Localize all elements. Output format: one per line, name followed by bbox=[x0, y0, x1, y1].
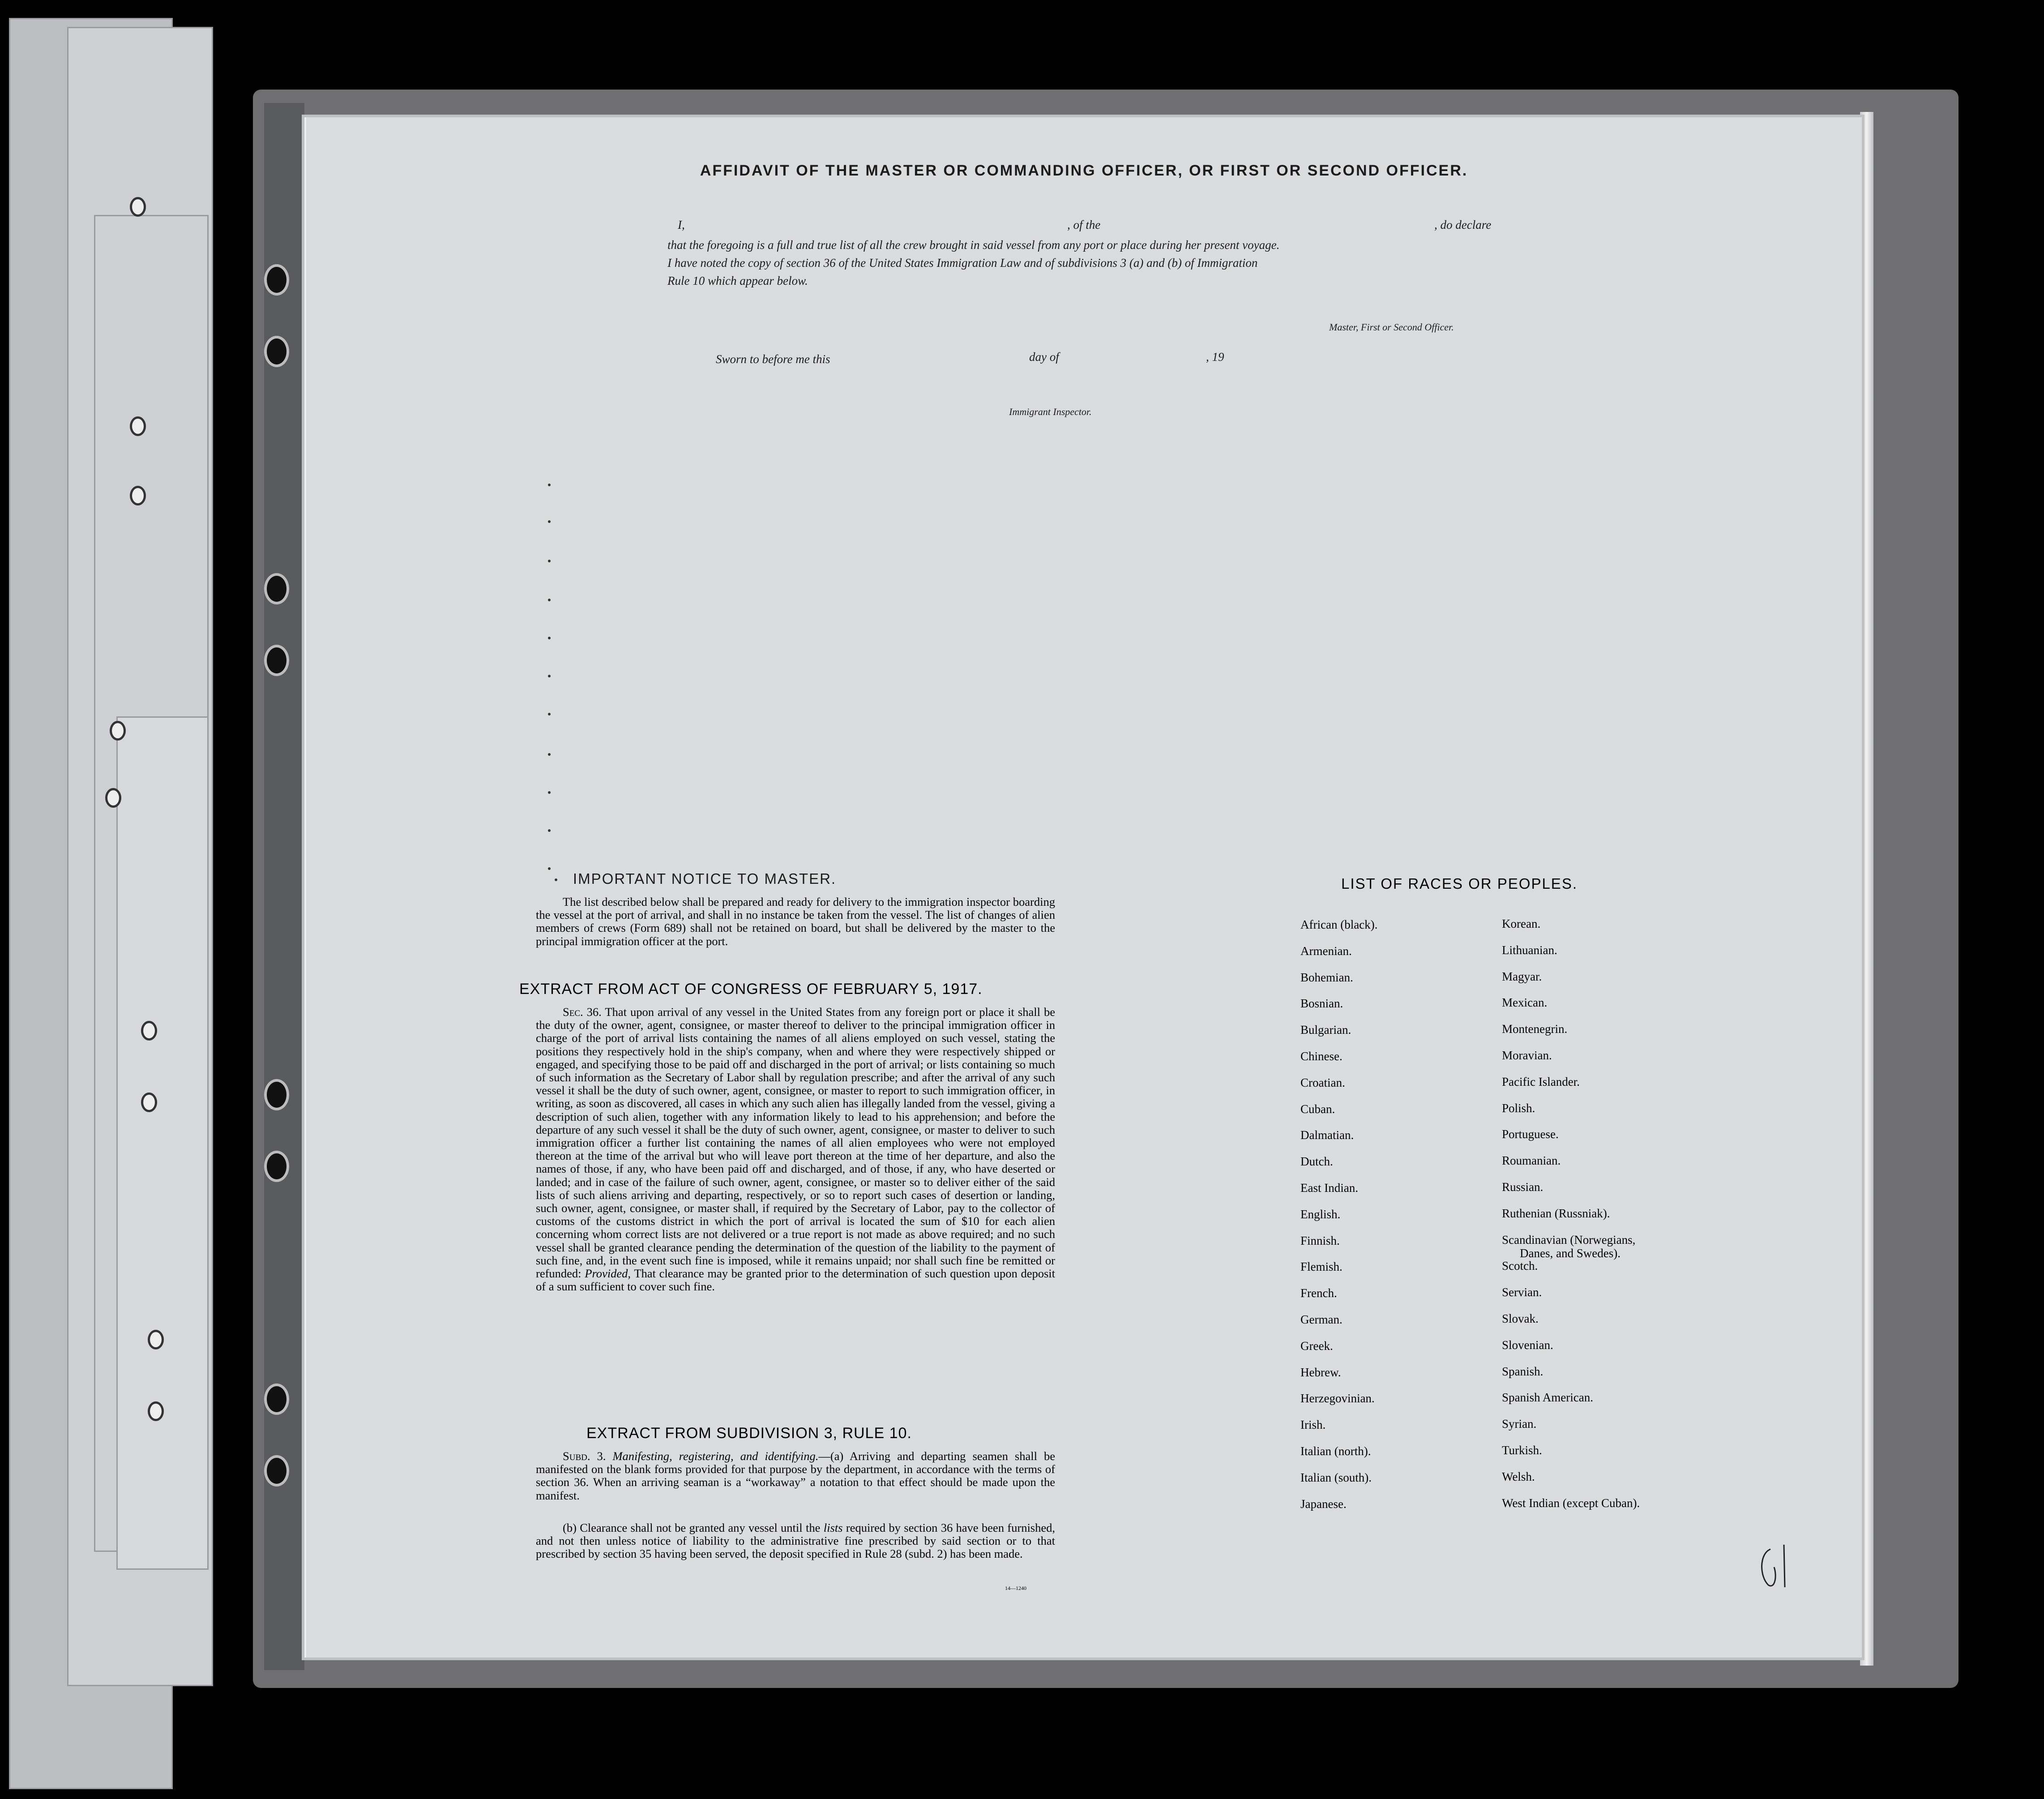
race-item: Portuguese. bbox=[1502, 1127, 1559, 1141]
margin-dot bbox=[548, 637, 551, 639]
race-item: Bulgarian. bbox=[1300, 1023, 1351, 1037]
race-item: Greek. bbox=[1300, 1339, 1333, 1353]
year-text: , 19 bbox=[1206, 350, 1224, 364]
affidavit-i: I, bbox=[678, 218, 685, 231]
race-item: Spanish American. bbox=[1502, 1391, 1593, 1405]
punch-hole-icon bbox=[148, 1330, 164, 1349]
race-item: Syrian. bbox=[1502, 1417, 1537, 1431]
race-item: Slovak. bbox=[1502, 1312, 1539, 1325]
binder-hole-icon bbox=[264, 573, 289, 604]
race-item: Magyar. bbox=[1502, 969, 1542, 983]
punch-hole-icon bbox=[141, 1092, 157, 1112]
margin-dot bbox=[548, 713, 551, 715]
handwritten-mark-icon bbox=[1757, 1540, 1793, 1589]
subd-3-label: Subd. 3. bbox=[563, 1449, 606, 1463]
punch-hole-icon bbox=[141, 1021, 157, 1041]
races-heading: LIST OF RACES OR PEOPLES. bbox=[1341, 875, 1578, 892]
left-page-stack bbox=[0, 0, 242, 1799]
sec-36-text: That upon arrival of any vessel in the United States from any foreign port or place it shall be the duty of the owner, agent, consignee, or master thereof to deliver to the principal immigration officer in charge of the port of arrival lists containing the names of all aliens employed on such vessel, stating the positions they respectively hold in the ship's company, when and where they were respectively shipped or engaged, and specifying those to be paid off and discharged in the port of arrival; or lists containing so much of such information as the Secretary of Labor shall by regulation prescribe; and after the arrival of any such vessel it shall be the duty of such owner, agent, consignee, or master to report to such immigration officer, in writing, as soon as discovered, all cases in which any such alien has illegally landed from the vessel, giving a description of such alien, together with any information likely to lead to his apprehension; and before the departure of any such vessel it shall be the duty of such owner, agent, consignee, or master to deliver to such immigration officer a further list containing the names of all alien employees who were not employed thereon at the time of the arrival but who will leave port thereon at the time of her departure, and also the names of those, if any, who have been paid off and discharged, and of those, if any, who have deserted or landed; and in case of the failure of such owner, agent, consignee, or master so to deliver either of the said lists of such aliens arriving and departing, respectively, or so to report such cases of desertion or landing, such owner, agent, consignee, or master shall, if required by the Secretary of Labor, pay to the collector of customs of the customs district in which the port of arrival is located the sum of $10 for each alien concerning whom correct lists are not delivered or a true report is not made as above required; and no such vessel shall be granted clearance pending the determination of the question of the liability to the payment of such fine, and, in the event such fine is imposed, while it remains unpaid; nor shall such fine be remitted or refunded: bbox=[536, 1005, 1055, 1281]
punch-hole-icon bbox=[148, 1401, 164, 1421]
inspector-caption: Immigrant Inspector. bbox=[1009, 406, 1092, 417]
subdivision-b-paragraph bbox=[536, 1521, 1055, 1561]
affidavit-of-the: , of the bbox=[1067, 218, 1101, 231]
binder-hole-icon bbox=[264, 1384, 289, 1415]
sworn-text: Sworn to before me this bbox=[716, 352, 830, 366]
race-item: German. bbox=[1300, 1313, 1343, 1326]
affidavit-line4: Rule 10 which appear below. bbox=[667, 274, 808, 287]
sec-36-text-end: That clearance may be granted prior to the determination of such question upon deposit of a sum sufficient to cover such fine. bbox=[536, 1267, 1056, 1294]
race-item: West Indian (except Cuban). bbox=[1502, 1496, 1640, 1510]
binder-hole-icon bbox=[264, 1455, 289, 1486]
race-item: Italian (south). bbox=[1300, 1470, 1372, 1484]
subdivision-3-paragraph bbox=[536, 1450, 1055, 1502]
page-edge bbox=[1860, 112, 1873, 1666]
subd-3-title: Manifesting, registering, and identifying. bbox=[612, 1449, 819, 1463]
race-item: Finnish. bbox=[1300, 1234, 1340, 1247]
race-item: Italian (north). bbox=[1300, 1444, 1371, 1458]
race-item: Roumanian. bbox=[1502, 1154, 1561, 1168]
race-item: French. bbox=[1300, 1286, 1337, 1300]
notice-body-paragraph bbox=[536, 895, 1055, 948]
race-item: Armenian. bbox=[1300, 944, 1352, 958]
subd-para-b-end: required by section 36 have been furnished, and not then unless notice of liability to the administrative fine prescribed by said section or to that prescribed by section 35 having been served, the deposit specified in Rule 28 (subd. 2) has been made. bbox=[536, 1521, 1056, 1561]
margin-dot bbox=[548, 560, 551, 562]
race-item: Bosnian. bbox=[1300, 997, 1343, 1011]
affidavit-line3: I have noted the copy of section 36 of the United States Immigration Law and of subdivisions 3 (a) and (b) of Immigration bbox=[667, 256, 1258, 270]
race-item: Bohemian. bbox=[1300, 970, 1353, 984]
subd-para-a: —(a) Arriving and departing seamen shall be manifested on the blank forms provided for that purpose by the department, in accordance with the terms of section 36. When an arriving seaman is a “workaway” a notation to that effect should be made upon the manifest. bbox=[536, 1449, 1055, 1502]
proviso-label: Provided, bbox=[585, 1267, 631, 1281]
race-item: Moravian. bbox=[1502, 1049, 1552, 1062]
binder-hole-icon bbox=[264, 645, 289, 676]
race-item: East Indian. bbox=[1300, 1181, 1358, 1195]
affidavit-do-declare: , do declare bbox=[1434, 218, 1492, 231]
race-item: Croatian. bbox=[1300, 1075, 1345, 1089]
binder-hole-icon bbox=[264, 1079, 289, 1110]
notice-text-after: ) shall not be retained on board, but shall be delivered by the master to the principal immigration officer at the port. bbox=[536, 921, 1055, 948]
margin-dot bbox=[548, 791, 551, 794]
race-item: Scotch. bbox=[1502, 1259, 1538, 1273]
punch-hole-icon bbox=[130, 486, 146, 505]
race-item: Servian. bbox=[1502, 1285, 1542, 1299]
margin-dot bbox=[548, 484, 551, 486]
race-item: Spanish. bbox=[1502, 1364, 1544, 1378]
punch-hole-icon bbox=[105, 788, 121, 808]
master-signature-caption: Master, First or Second Officer. bbox=[1329, 321, 1454, 333]
binder-hole-icon bbox=[264, 1151, 289, 1182]
sec-36-label: Sec. 36. bbox=[563, 1005, 602, 1019]
race-item: Montenegrin. bbox=[1502, 1022, 1568, 1036]
race-item: Cuban. bbox=[1300, 1102, 1335, 1116]
subd-para-b-start: (b) Clearance shall not be granted any vessel until the bbox=[563, 1521, 821, 1534]
margin-dot bbox=[548, 675, 551, 677]
margin-dot bbox=[548, 520, 551, 523]
form-number: 14—1240 bbox=[1005, 1585, 1026, 1591]
notice-text-before: The list described below shall be prepared and ready for delivery to the immigration inspector boarding the vessel at the port of arrival, and shall in no instance be taken from the vessel. The list of changes of alien members of crews ( bbox=[536, 895, 1055, 935]
race-item: Slovenian. bbox=[1502, 1338, 1553, 1352]
affidavit-line2: that the foregoing is a full and true list of all the crew brought in said vessel from any port or place during her present voyage. bbox=[667, 238, 1280, 252]
margin-dot bbox=[548, 599, 551, 601]
race-item: Chinese. bbox=[1300, 1049, 1343, 1063]
race-item: Herzegovinian. bbox=[1300, 1392, 1375, 1405]
lists-word: lists bbox=[823, 1521, 843, 1534]
binder-hole-icon bbox=[264, 336, 289, 367]
stacked-sheet bbox=[116, 716, 209, 1570]
notice-heading: IMPORTANT NOTICE TO MASTER. bbox=[573, 870, 837, 887]
section-36-paragraph bbox=[536, 1006, 1055, 1293]
punch-hole-icon bbox=[130, 416, 146, 436]
margin-dot bbox=[548, 867, 551, 870]
day-of-text: day of bbox=[1029, 350, 1059, 364]
race-item: Japanese. bbox=[1300, 1497, 1347, 1511]
race-item: Ruthenian (Russniak). bbox=[1502, 1206, 1610, 1220]
punch-hole-icon bbox=[130, 197, 146, 217]
race-item: Welsh. bbox=[1502, 1469, 1535, 1483]
race-item: Mexican. bbox=[1502, 996, 1548, 1010]
race-item: Dutch. bbox=[1300, 1155, 1333, 1169]
race-item: Russian. bbox=[1502, 1180, 1544, 1194]
extract-act-heading: EXTRACT FROM ACT OF CONGRESS OF FEBRUARY 5, 1917. bbox=[519, 981, 983, 998]
race-item: English. bbox=[1300, 1207, 1341, 1221]
race-item: Scandinavian (Norwegians, bbox=[1502, 1233, 1636, 1246]
race-item: Polish. bbox=[1502, 1101, 1535, 1115]
margin-dot bbox=[548, 829, 551, 832]
race-item: African (black). bbox=[1300, 918, 1378, 931]
extract-rule-heading: EXTRACT FROM SUBDIVISION 3, RULE 10. bbox=[586, 1425, 912, 1442]
race-item: Korean. bbox=[1502, 917, 1541, 930]
race-item: Flemish. bbox=[1300, 1260, 1343, 1274]
affidavit-title: AFFIDAVIT OF THE MASTER OR COMMANDING OFFICER, OR FIRST OR SECOND OFFICER. bbox=[700, 162, 1468, 179]
race-item: Dalmatian. bbox=[1300, 1128, 1354, 1142]
race-item: Lithuanian. bbox=[1502, 943, 1557, 957]
binder-hole-icon bbox=[264, 264, 289, 296]
race-item: Turkish. bbox=[1502, 1443, 1542, 1457]
race-item: Pacific Islander. bbox=[1502, 1075, 1580, 1088]
race-item: Danes, and Swedes). bbox=[1520, 1246, 1621, 1260]
punch-hole-icon bbox=[110, 721, 126, 741]
form-689-ref: Form 689 bbox=[634, 921, 682, 935]
race-item: Irish. bbox=[1300, 1418, 1326, 1432]
margin-dot bbox=[548, 753, 551, 756]
race-item: Hebrew. bbox=[1300, 1365, 1341, 1379]
